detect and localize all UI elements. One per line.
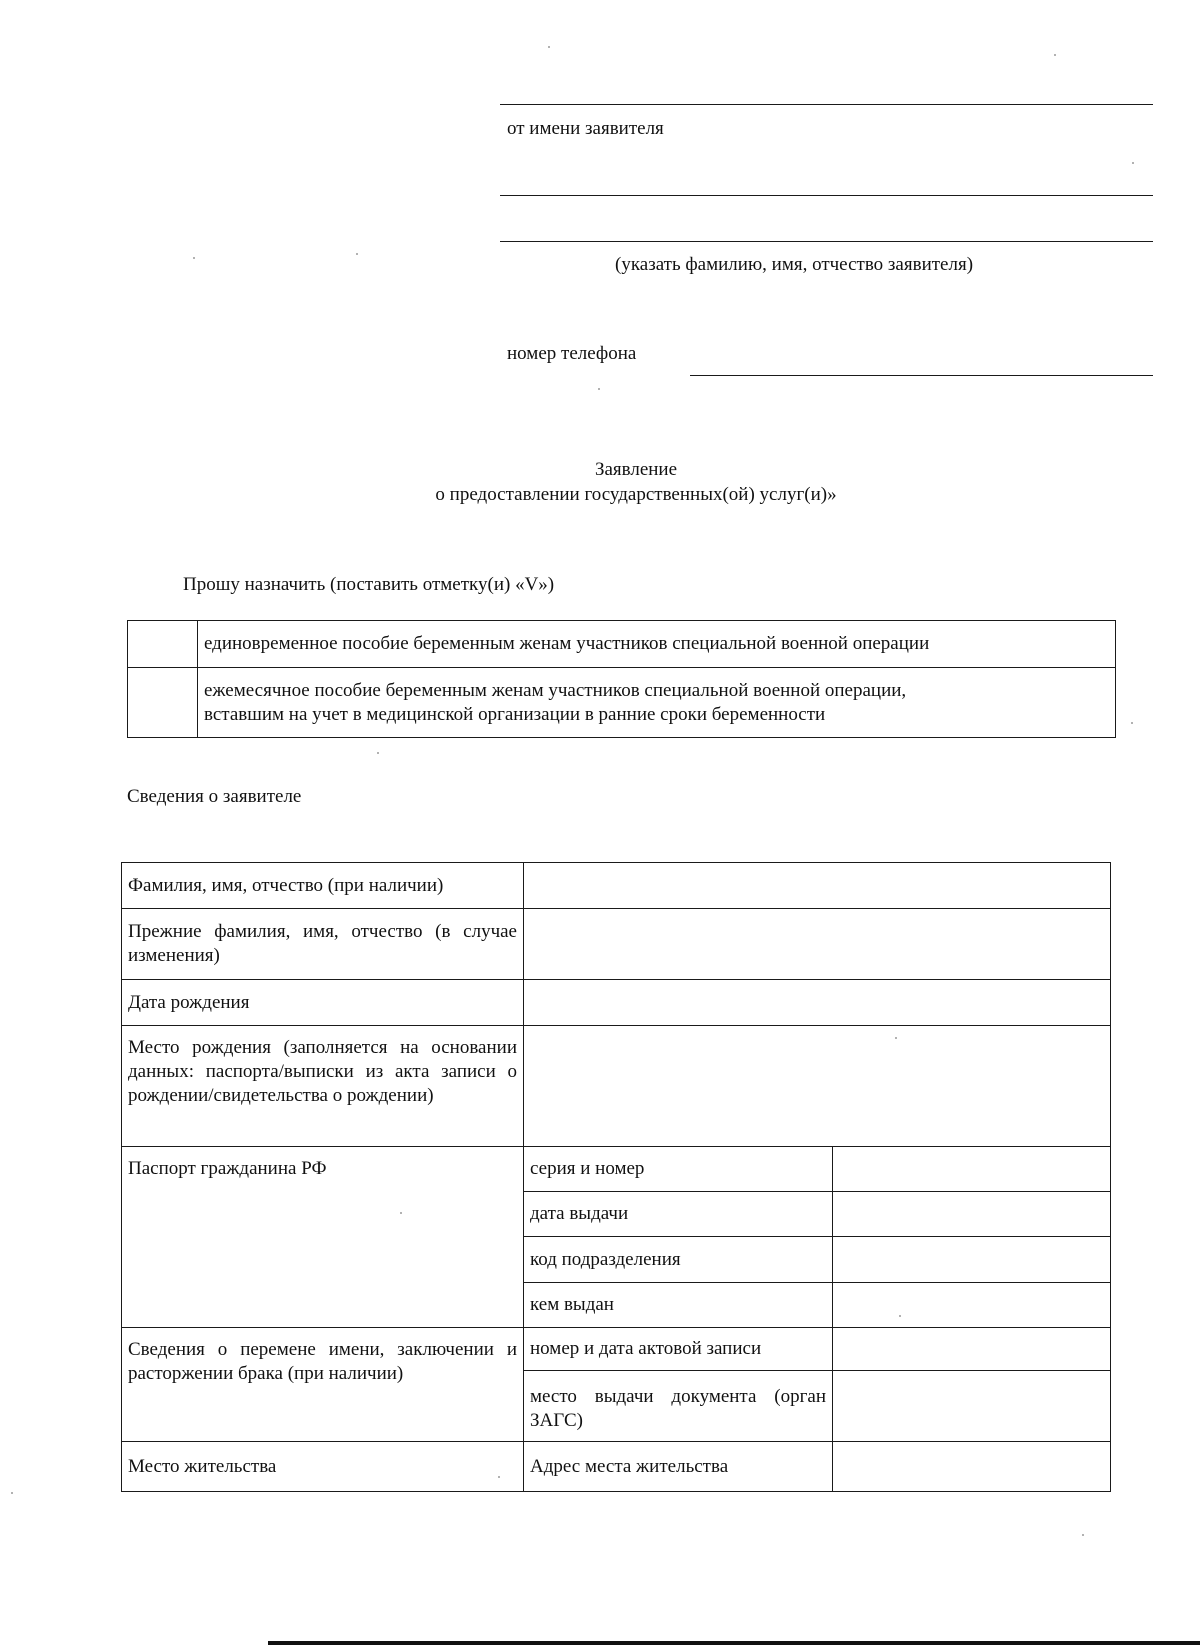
- applicant-table: [121, 862, 1111, 1492]
- scan-speck: [356, 253, 358, 255]
- request-intro: Прошу назначить (поставить отметку(и) «V»): [183, 574, 555, 595]
- table-row: [122, 1442, 1111, 1492]
- scan-speck: [1132, 162, 1134, 164]
- scan-speck: [400, 1212, 402, 1214]
- scan-bottom-edge: [268, 1641, 1200, 1645]
- benefit-checkbox-monthly[interactable]: [128, 668, 198, 738]
- table-row: [122, 1026, 1111, 1147]
- passport-series-value[interactable]: [833, 1147, 1111, 1192]
- residence-label: Место жительства: [122, 1442, 524, 1492]
- benefit-option-line: ежемесячное пособие беременным женам участников специальной военной операции,: [204, 679, 907, 701]
- table-row: [122, 1147, 1111, 1192]
- benefit-checkbox-one-time[interactable]: [128, 621, 198, 668]
- applicant-name-line-top: [500, 104, 1153, 105]
- fio-hint: (указать фамилию, имя, отчество заявителя): [615, 254, 974, 275]
- scan-speck: [11, 1492, 13, 1494]
- benefit-option-text: [198, 668, 1116, 738]
- passport-series-label: серия и номер: [524, 1147, 833, 1192]
- prev-fio-label: Прежние фамилия, имя, отчество (в случае изменения): [122, 909, 524, 980]
- scan-speck: [899, 1315, 901, 1317]
- passport-issued-by-value[interactable]: [833, 1283, 1111, 1328]
- passport-issue-date-label: дата выдачи: [524, 1192, 833, 1237]
- marriage-record-value[interactable]: [833, 1328, 1111, 1371]
- scan-speck: [1131, 722, 1133, 724]
- scan-speck: [548, 46, 550, 48]
- doc-title: Заявление: [594, 459, 678, 480]
- passport-division-value[interactable]: [833, 1237, 1111, 1283]
- marriage-label: Сведения о перемене имени, заключении и расторжении брака (при наличии): [122, 1328, 524, 1442]
- marriage-place-value[interactable]: [833, 1371, 1111, 1442]
- passport-division-label: код подразделения: [524, 1237, 833, 1283]
- phone-input-line[interactable]: [690, 375, 1153, 376]
- table-row: [122, 980, 1111, 1026]
- benefit-option-line: вставшим на учет в медицинской организации в ранние сроки беременности: [204, 703, 826, 725]
- phone-label: номер телефона: [507, 343, 637, 364]
- scan-speck: [598, 388, 600, 390]
- residence-address-label: Адрес места жительства: [524, 1442, 833, 1492]
- passport-label: Паспорт гражданина РФ: [122, 1147, 524, 1328]
- marriage-place-label: место выдачи документа (орган ЗАГС): [524, 1371, 833, 1442]
- doc-subtitle: о предоставлении государственных(ой) услуг(и)»: [435, 484, 837, 505]
- residence-address-value[interactable]: [833, 1442, 1111, 1492]
- fio-value[interactable]: [524, 863, 1111, 909]
- on-behalf-label: от имени заявителя: [507, 118, 664, 139]
- scan-speck: [1082, 1534, 1084, 1536]
- benefit-options-table: [127, 620, 1116, 738]
- scan-speck: [895, 1037, 897, 1039]
- birth-date-value[interactable]: [524, 980, 1111, 1026]
- scan-speck: [377, 752, 379, 754]
- benefit-option-row: [128, 621, 1116, 668]
- fio-label: Фамилия, имя, отчество (при наличии): [122, 863, 524, 909]
- passport-issue-date-value[interactable]: [833, 1192, 1111, 1237]
- applicant-section-title: Сведения о заявителе: [127, 786, 302, 807]
- passport-issued-by-label: кем выдан: [524, 1283, 833, 1328]
- benefit-option-line: единовременное пособие беременным женам участников специальной военной операции: [204, 633, 930, 655]
- birth-date-label: Дата рождения: [122, 980, 524, 1026]
- table-row: [122, 1328, 1111, 1371]
- scan-speck: [1054, 54, 1056, 56]
- applicant-name-line-2[interactable]: [500, 241, 1153, 242]
- applicant-name-line-1[interactable]: [500, 195, 1153, 196]
- benefit-option-text: [198, 621, 1116, 668]
- scan-speck: [193, 257, 195, 259]
- table-row: [122, 909, 1111, 980]
- prev-fio-value[interactable]: [524, 909, 1111, 980]
- scan-speck: [498, 1476, 500, 1478]
- birth-place-value[interactable]: [524, 1026, 1111, 1147]
- birth-place-label: Место рождения (заполняется на основании данных: паспорта/выписки из акта записи о рождении/свидетельства о рождении): [122, 1026, 524, 1147]
- benefit-option-row: [128, 668, 1116, 738]
- marriage-record-label: номер и дата актовой записи: [524, 1328, 833, 1371]
- table-row: [122, 863, 1111, 909]
